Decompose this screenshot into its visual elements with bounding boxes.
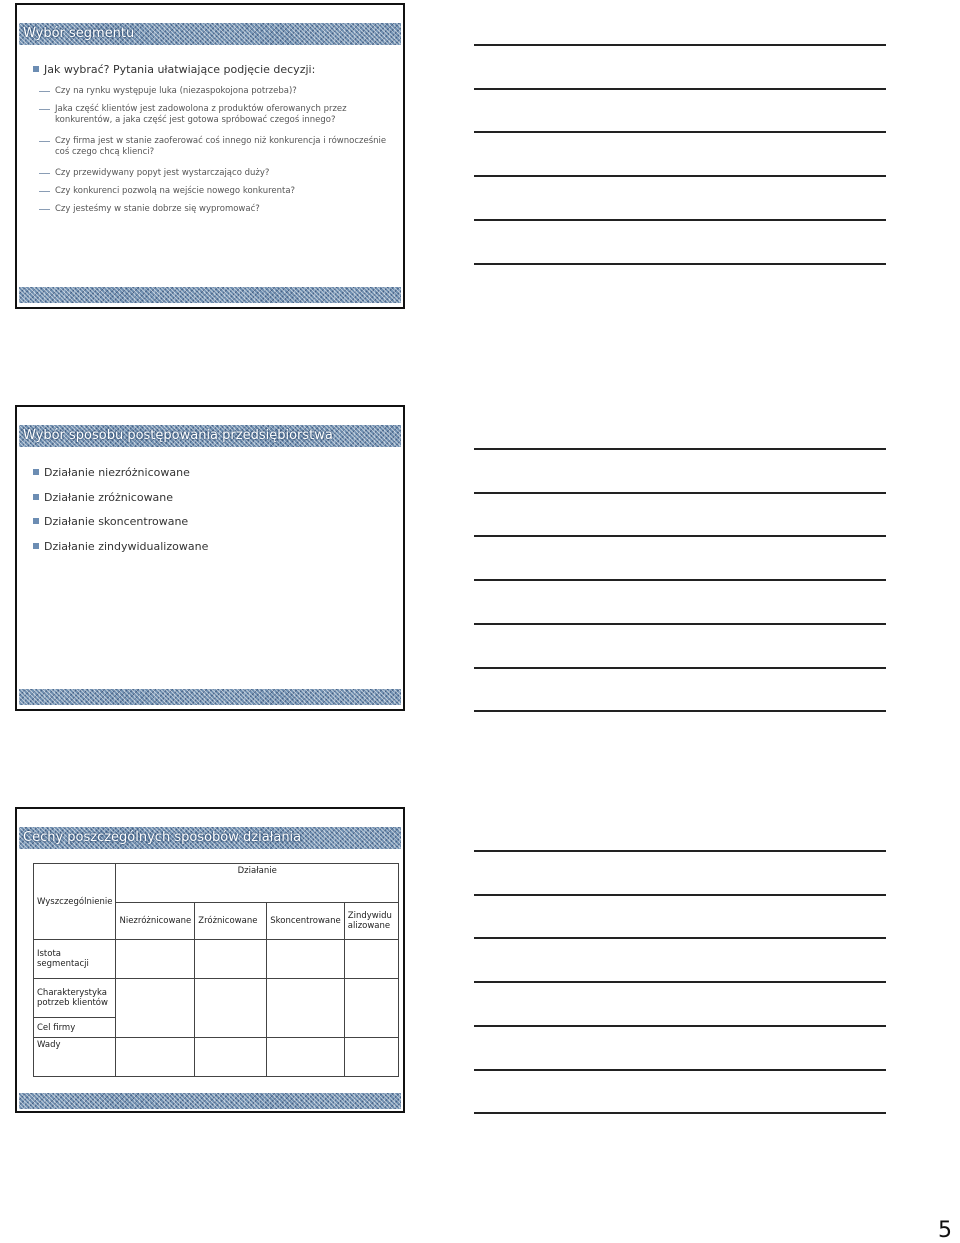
bullet-square-icon: [33, 494, 39, 500]
table-cell: [267, 1037, 345, 1076]
table-column-header: Niezróżnicowane: [116, 903, 195, 940]
table-row: [34, 1037, 399, 1076]
sub-bullet-text: Czy przewidywany popyt jest wystarczająco duży?: [55, 168, 270, 178]
bullet: [33, 491, 173, 504]
notes-lines-2: [474, 448, 886, 714]
sub-bullet: [55, 136, 391, 158]
slide-footer-bar: [19, 1093, 401, 1109]
table-cell: [344, 1037, 398, 1076]
slide-title-bar: [19, 827, 401, 849]
slide-footer-bar: [19, 287, 401, 303]
bullet-square-icon: [33, 469, 39, 475]
note-line: [474, 131, 886, 133]
dash-icon: [39, 141, 50, 142]
slide-title-bar: [19, 425, 401, 447]
note-line: [474, 710, 886, 712]
sub-bullet-text: Czy jesteśmy w stanie dobrze się wypromować?: [55, 204, 260, 214]
table-row-label: Charakterystyka potrzeb klientów: [34, 979, 116, 1018]
note-line: [474, 1112, 886, 1114]
table-cell: [116, 979, 195, 1038]
table-corner-header: Wyszczególnienie: [34, 864, 116, 940]
dash-icon: [39, 173, 50, 174]
note-line: [474, 1025, 886, 1027]
main-bullet: [33, 63, 315, 76]
table-row-label: Istota segmentacji: [34, 940, 116, 979]
bullet: [33, 515, 188, 528]
note-line: [474, 448, 886, 450]
table-cell: [267, 940, 345, 979]
slide-title-bar: [19, 23, 401, 45]
notes-lines-1: [474, 44, 886, 270]
page-number: 5: [938, 1218, 952, 1243]
bullet: [33, 540, 208, 553]
bullet-square-icon: [33, 543, 39, 549]
bullet-square-icon: [33, 518, 39, 524]
sub-bullet: [55, 104, 391, 126]
table-row: [34, 940, 399, 979]
note-line: [474, 175, 886, 177]
note-line: [474, 535, 886, 537]
table-group-header: Działanie: [116, 864, 399, 903]
note-line: [474, 981, 886, 983]
table-column-header: Zindywidualizowane: [344, 903, 398, 940]
table-cell: [116, 1037, 195, 1076]
table-row-label: Wady: [34, 1037, 116, 1076]
note-line: [474, 44, 886, 46]
note-line: [474, 492, 886, 494]
table-cell: [195, 1037, 267, 1076]
sub-bullet: [55, 86, 391, 97]
table-row-label: Cel firmy: [34, 1018, 116, 1038]
slide-1: [15, 3, 405, 309]
bullet-text: Działanie skoncentrowane: [44, 515, 189, 528]
slide-title: Wybór segmentu: [23, 26, 135, 41]
table-cell: [344, 940, 398, 979]
slide-title: Wybór sposobu postępowania przedsiębiorstwa: [23, 428, 333, 443]
dash-icon: [39, 191, 50, 192]
dash-icon: [39, 209, 50, 210]
sub-bullet-text: Czy konkurenci pozwolą na wejście nowego konkurenta?: [55, 186, 296, 196]
bullet-text: Działanie zindywidualizowane: [44, 540, 209, 553]
table-column-header: Skoncentrowane: [267, 903, 345, 940]
note-line: [474, 667, 886, 669]
note-line: [474, 88, 886, 90]
table-cell: [195, 940, 267, 979]
note-line: [474, 1069, 886, 1071]
slide-2: [15, 405, 405, 711]
note-line: [474, 263, 886, 265]
note-line: [474, 937, 886, 939]
slide-title: Cechy poszczególnych sposobów działania: [23, 830, 302, 845]
dash-icon: [39, 91, 50, 92]
table-cell: [267, 979, 345, 1038]
note-line: [474, 579, 886, 581]
sub-bullet-text: Czy firma jest w stanie zaoferować coś innego niż konkurencja i równocześnie coś czego chcą klienci?: [55, 136, 387, 157]
main-bullet-text: Jak wybrać? Pytania ułatwiające podjęcie decyzji:: [44, 63, 316, 76]
table-column-header: Zróżnicowane: [195, 903, 267, 940]
comparison-table: [33, 863, 399, 1077]
dash-icon: [39, 109, 50, 110]
table-cell: [195, 979, 267, 1038]
notes-lines-3: [474, 850, 886, 1116]
sub-bullet-text: Czy na rynku występuje luka (niezaspokojona potrzeba)?: [55, 86, 297, 96]
note-line: [474, 623, 886, 625]
bullet-square-icon: [33, 66, 39, 72]
table-cell: [344, 979, 398, 1038]
sub-bullet: [55, 168, 391, 179]
bullet: [33, 466, 190, 479]
note-line: [474, 850, 886, 852]
note-line: [474, 894, 886, 896]
sub-bullet: [55, 204, 391, 215]
sub-bullet: [55, 186, 391, 197]
sub-bullet-text: Jaka część klientów jest zadowolona z produktów oferowanych przez konkurentów, a jaka część jest gotowa spróbować czegoś innego?: [55, 104, 347, 125]
bullet-text: Działanie zróżnicowane: [44, 491, 174, 504]
table-cell: [116, 940, 195, 979]
slide-3: [15, 807, 405, 1113]
bullet-text: Działanie niezróżnicowane: [44, 466, 190, 479]
slide-footer-bar: [19, 689, 401, 705]
table-row: [34, 979, 399, 1018]
note-line: [474, 219, 886, 221]
